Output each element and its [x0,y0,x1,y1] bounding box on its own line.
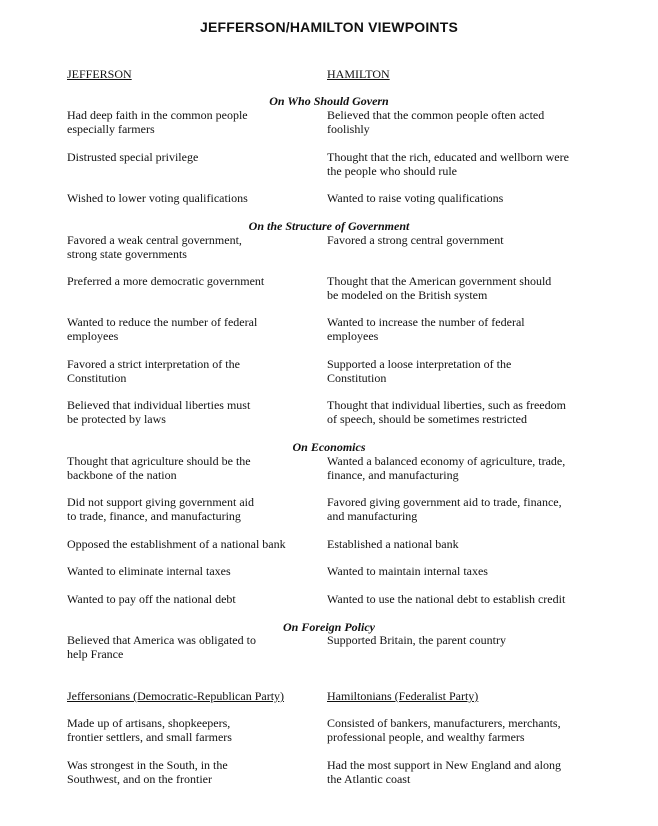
hamiltonian-trait: Had the most support in New England and along the Atlantic coast [327,758,561,786]
section-heading: On Economics [292,440,366,454]
jefferson-view: Wished to lower voting qualifications [67,191,248,205]
hamilton-view: Wanted to use the national debt to establish credit [327,592,566,606]
page-title: JEFFERSON/HAMILTON VIEWPOINTS [199,19,459,35]
jefferson-view: Favored a weak central government, strong state governments [67,233,242,261]
jefferson-view: Preferred a more democratic government [67,274,265,288]
hamilton-view: Supported a loose interpretation of the Constitution [327,357,512,385]
jefferson-view: Wanted to reduce the number of federal employees [67,315,258,343]
hamilton-view: Wanted a balanced economy of agriculture, trade, finance, and manufacturing [327,454,566,482]
section-heading: On Foreign Policy [283,620,375,634]
column-header-jefferson: JEFFERSON [67,67,132,81]
hamilton-view: Thought that individual liberties, such as freedom of speech, should be sometimes restricted [327,398,566,426]
jefferson-view: Believed that America was obligated to help France [67,633,256,661]
jefferson-view: Wanted to pay off the national debt [67,592,236,606]
hamilton-view: Thought that the rich, educated and wellborn were the people who should rule [327,150,569,178]
jefferson-view: Opposed the establishment of a national bank [67,537,286,551]
jefferson-view: Thought that agriculture should be the backbone of the nation [67,454,251,482]
party-heading-jeffersonians: Jeffersonians (Democratic-Republican Party) [67,689,285,703]
jefferson-view: Distrusted special privilege [67,150,199,164]
hamilton-view: Thought that the American government should be modeled on the British system [327,274,552,302]
jeffersonian-trait: Was strongest in the South, in the Southwest, and on the frontier [67,758,228,786]
jefferson-view: Had deep faith in the common people especially farmers [67,108,248,136]
hamilton-view: Favored a strong central government [327,233,504,247]
jefferson-view: Wanted to eliminate internal taxes [67,564,231,578]
hamilton-view: Supported Britain, the parent country [327,633,506,647]
jefferson-view: Believed that individual liberties must be protected by laws [67,398,251,426]
jefferson-view: Did not support giving government aid to trade, finance, and manufacturing [67,495,254,523]
hamilton-view: Believed that the common people often acted foolishly [327,108,545,136]
section-heading: On Who Should Govern [269,94,389,108]
column-header-hamilton: HAMILTON [327,67,390,81]
hamilton-view: Favored giving government aid to trade, finance, and manufacturing [327,495,562,523]
party-heading-hamiltonians: Hamiltonians (Federalist Party) [327,689,479,703]
hamiltonian-trait: Consisted of bankers, manufacturers, merchants, professional people, and wealthy farmers [327,716,561,744]
jefferson-view: Favored a strict interpretation of the Constitution [67,357,240,385]
hamilton-view: Established a national bank [327,537,459,551]
hamilton-view: Wanted to maintain internal taxes [327,564,488,578]
hamilton-view: Wanted to raise voting qualifications [327,191,504,205]
hamilton-view: Wanted to increase the number of federal employees [327,315,525,343]
jeffersonian-trait: Made up of artisans, shopkeepers, frontier settlers, and small farmers [67,716,232,744]
section-heading: On the Structure of Government [248,219,410,233]
